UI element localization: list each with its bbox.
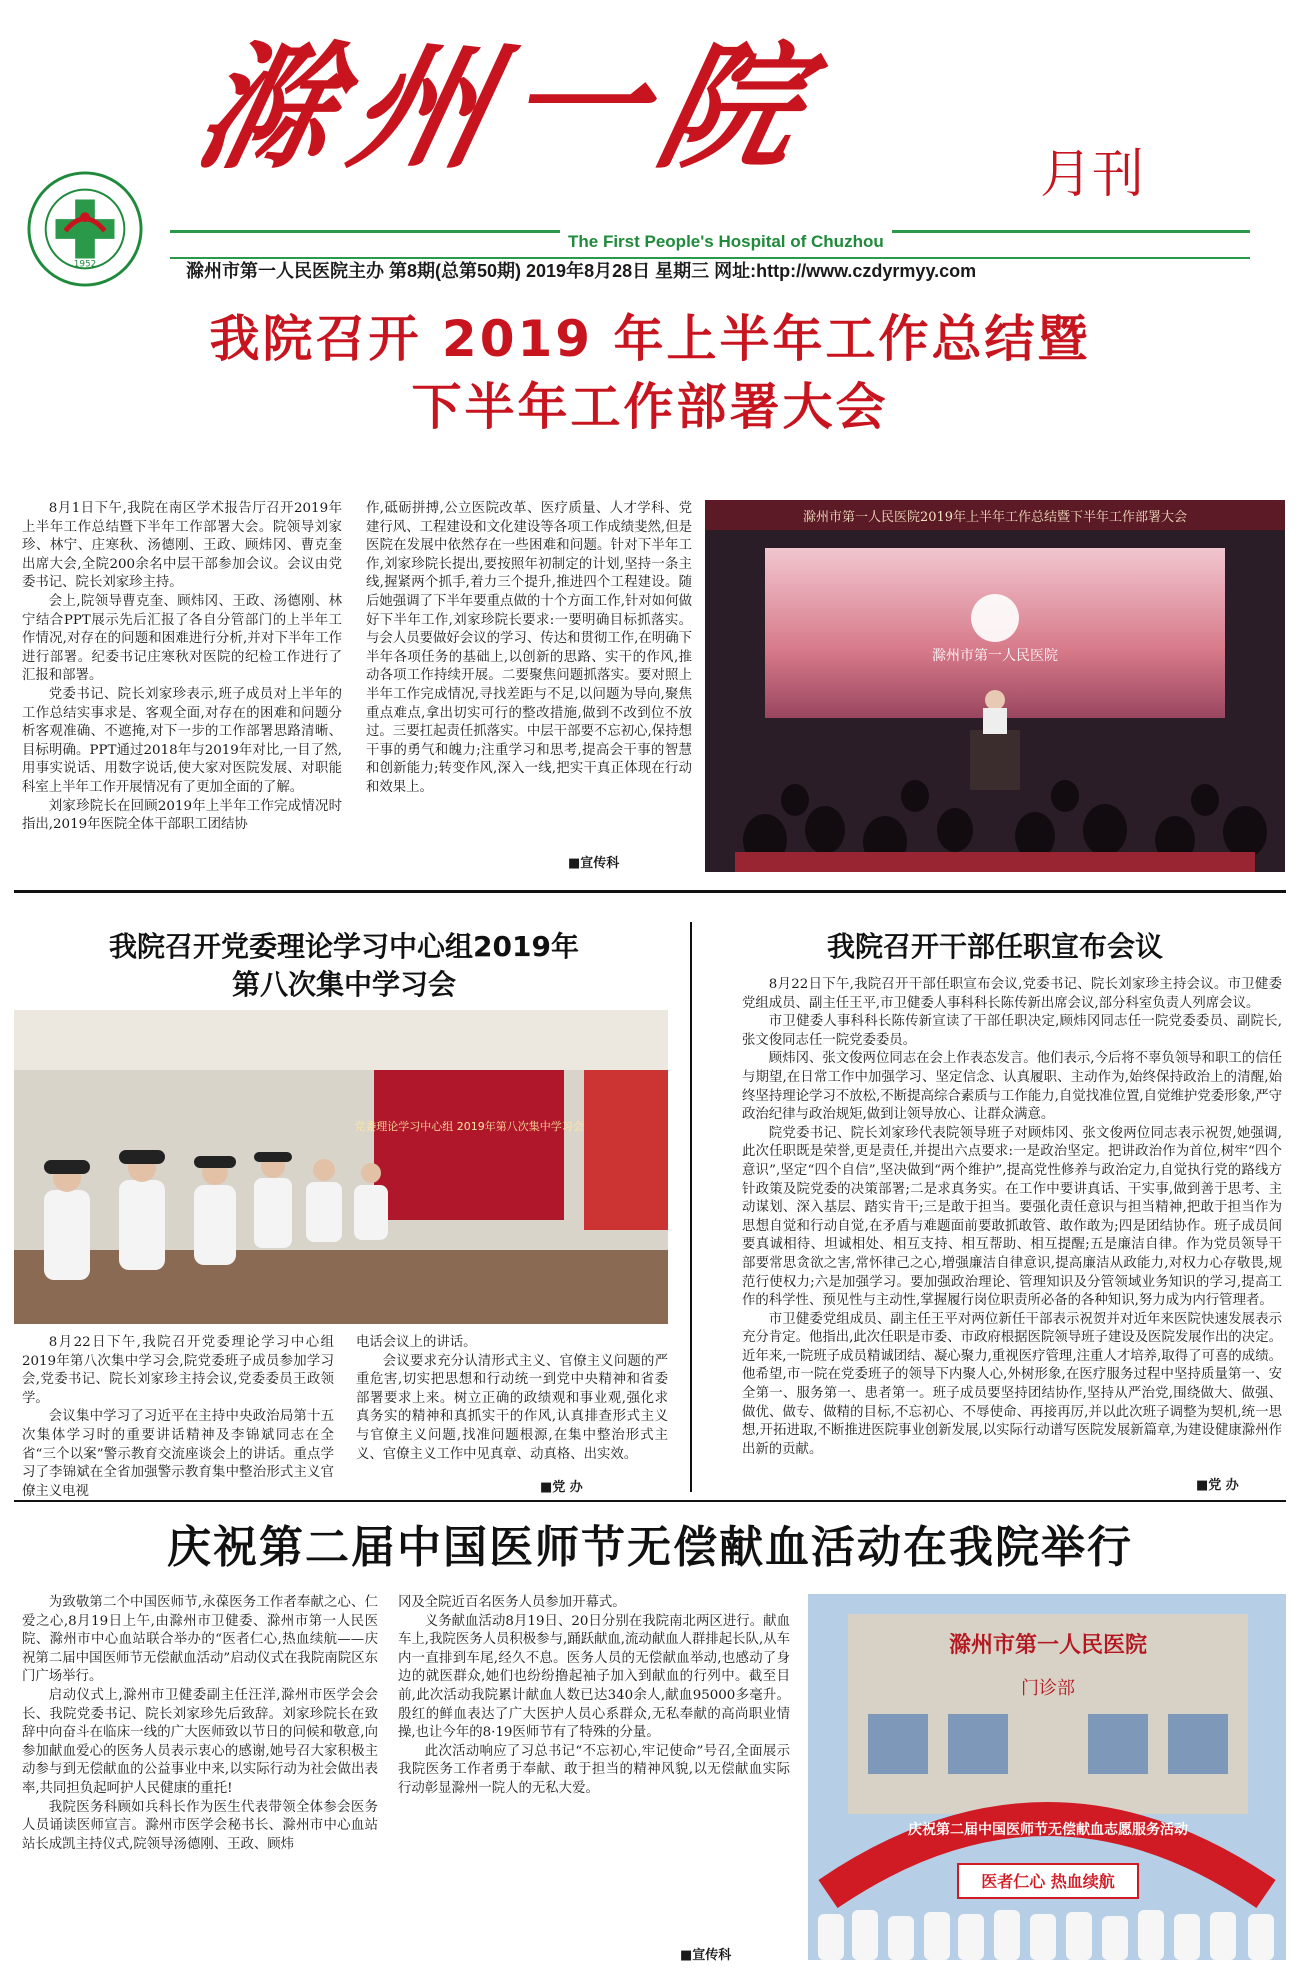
svg-text:医者仁心 热血续航: 医者仁心 热血续航 — [981, 1872, 1115, 1891]
article4-headline: 庆祝第二届中国医师节无偿献血活动在我院举行 — [167, 1522, 1133, 1573]
article3-byline: ■党 办 — [1192, 1474, 1243, 1493]
logo-year: 1952 — [73, 259, 97, 270]
article3-body: 8月22日下午,我院召开干部任职宣布会议,党委书记、院长刘家珍主持会议。市卫健委党组成员、副主任王平,市卫健委人事科科长陈传新出席会议,部分科室负责人列席会议。 市卫健委人事科科长陈传新宣读了干部任职决定,顾炜冈同志任一院党委委员、副院长,张文俊同志任一院党委委员。 顾炜冈、张文俊两位同志在会上作表态发言。他们表示,今后将不辜负领导和职工的信任与期望,在日常工作中加强学习、坚定信念、认真履职、主动作为,始终保持政治上的清醒,始终坚持理论学习不放松,不断提高综合素质与工作能力,自觉找准位置,自觉维护党委形象,严守政治纪律与政治规矩,做到让领导放心、让群众满意。 院党委书记、院长刘家珍代表院领导班子对顾炜冈、张文俊两位同志表示祝贺,她强调,此次任职既是荣誉,更是责任,并提出六点要求:一是政治坚定。把讲政治作为首位,树牢“四个意识”,坚定“四个自信”,坚决做到“两个维护”,提高党性修养与政治定力,自觉执行党的路线方针政策及院党委的决策部署;二是求真务实。在工作中要讲真话、干实事,做到善于思考、主动谋划、深入基层、踏实肯干;三是敢于担当。要强化责任意识与担当精神,把敢于担当作为思想自觉和行动自觉,在矛盾与难题面前要敢抓敢管、敢作敢为;四是团结协作。班子成员间要真诚相待、坦诚相处、相互支持、相互帮助、相互提醒;五是廉洁自律。作为党员领导干部要常思贪欲之害,常怀律己之心,增强廉洁自律意识,提高廉洁从政能力,对权力心存敬畏,规范行使权力;六是加强学习。要加强政治理论、管理知识及分管领域业务知识的学习,提高工作的科学性、预见性与主动性,掌握履行岗位职责所必备的各种知识,努力成为内行管理者。 市卫健委党组成员、副主任王平对两位新任干部表示祝贺并对近年来医院快速发展表示充分肯定。他指出,此次任职是市委、市政府根据医院领导班子建设及医院发展作出的决定。近年来,一院班子成员精诚团结、凝心聚力,重视医疗管理,注重人才培养,取得了可喜的成绩。他希望,市一院在党委班子的领导下内聚人心,外树形象,在医疗服务过程中坚持质量第一、安全第一、服务第一、患者第一。班子成员要坚持团结协作,坚持从严治党,围绕做大、做强、做优、做专、做精的目标,不忘初心、不辱使命、再接再厉,并以此次班子调整为契机,统一思想,开拓进取,不断推进医院事业创新发展,以实际行动谱写医院发展新篇章,为建设健康滁州作出新的贡献。 — [742, 977, 1282, 1457]
svg-text:滁州市第一人民医院: 滁州市第一人民医院 — [948, 1632, 1148, 1658]
hospital-logo — [26, 170, 144, 288]
article4-column-2: 冈及全院近百名医务人员参加开幕式。 义务献血活动8月19日、20日分别在我院南北两区进行。献血车上,我院医务人员积极参与,踊跃献血,流动献血人群排起长队,从车内一直排到车尾,经久不息。医务人员的无偿献血举动,也感动了身边的就医群众,她们也纷纷撸起袖子加入到献血的行列中。截至目前,此次活动我院累计献血人数已达340余人,献血95000多毫升。殷红的鲜血表达了广大医护人员心系群众,无私奉献的高尚职业情操,也让今年的8·19医师节有了特殊的分量。 此次活动响应了习总书记“不忘初心,牢记使命”号召,全面展示我院医务工作者勇于奉献、敢于担当的精神风貌,以无偿献血实际行动彰显滁州一院人的无私大爱。 — [398, 1595, 790, 1796]
article2-headline-line1: 我院召开党委理论学习中心组2019年 — [109, 930, 579, 963]
article1-column-1: 8月1日下午,我院在南区学术报告厅召开2019年上半年工作总结暨下半年工作部署大会。院领导刘家珍、林宁、庄寒秋、汤德刚、王政、顾炜冈、曹克奎出席大会,全院200余名中层干部参加会议。会议由党委书记、院长刘家珍主持。 会上,院领导曹克奎、顾炜冈、王政、汤德刚、林宁结合PPT展示先后汇报了各自分管部门的上半年工作情况,对存在的问题和困难进行分析,并对下半年工作进行部署。纪委书记庄寒秋对医院的纪检工作进行了汇报和部署。 党委书记、院长刘家珍表示,班子成员对上半年的工作总结实事求是、客观全面,对存在的困难和问题分析客观准确、不遮掩,对下一步的工作部署思路清晰、目标明确。PPT通过2018年与2019年对比,一目了然,用事实说话、用数字说话,使大家对医院发展、对职能科室上半年工作开展情况有了更加全面的了解。 刘家珍院长在回顾2019年上半年工作完成情况时指出,2019年医院全体干部职工团结协 — [22, 501, 342, 833]
article2-byline: ■党 办 — [540, 1480, 583, 1495]
article4-column-1: 为致敬第二个中国医师节,永葆医务工作者奉献之心、仁爱之心,8月19日上午,由滁州市卫健委、滁州市第一人民医院、滁州市中心血站联合举办的“医者仁心,热血续航——庆祝第二届中国医师节无偿献血活动”启动仪式在我院南院区东门广场举行。 启动仪式上,滁州市卫健委副主任汪洋,滁州市医学会会长、我院党委书记、院长刘家珍先后致辞。刘家珍院长在致辞中向奋斗在临床一线的广大医师致以节日的问候和敬意,向参加献血爱心的医务人员表示衷心的感谢,她号召大家积极主动参与到无偿献血的公益事业中来,以实际行动为社会做出表率,共同担负起呵护人民健康的重托! 我院医务科顾如兵科长作为医生代表带领全体参会医务人员诵读医师宣言。滁州市医学会秘书长、滁州市中心血站站长成凯主持仪式,院领导汤德刚、王政、顾炜 — [22, 1595, 378, 1852]
masthead-monthly: 月刊 — [1040, 145, 1145, 205]
article2-column-1: 8月22日下午,我院召开党委理论学习中心组2019年第八次集中学习会,院党委班子成员参加学习会,党委书记、院长刘家珍主持会议,党委委员王政领学。 会议集中学习了习近平在主持中央政治局第十五次集体学习时的重要讲话精神及李锦斌同志在全省“三个以案”警示教育交流座谈会上的讲话。重点学习了李锦斌在全省加强警示教育集中整治形式主义官僚主义电视 — [22, 1335, 334, 1499]
svg-text:滁州市第一人民医院: 滁州市第一人民医院 — [932, 648, 1058, 664]
article2-photo — [14, 1010, 668, 1324]
article1-headline-line2: 下半年工作部署大会 — [411, 378, 889, 436]
article1-headline-line1: 我院召开 2019 年上半年工作总结暨 — [209, 310, 1091, 368]
article4-photo — [808, 1594, 1286, 1960]
article3-headline: 我院召开干部任职宣布会议 — [826, 930, 1163, 963]
article1-byline: ■宣传科 — [568, 856, 620, 871]
masthead-english: The First People's Hospital of Chuzhou — [560, 229, 892, 255]
section-divider-2 — [14, 1500, 1286, 1502]
masthead-title: 滁州一院 — [182, 28, 834, 188]
svg-text:庆祝第二届中国医师节无偿献血志愿服务活动: 庆祝第二届中国医师节无偿献血志愿服务活动 — [908, 1822, 1188, 1838]
article1-photo — [705, 500, 1285, 872]
svg-text:门诊部: 门诊部 — [1021, 1678, 1075, 1699]
column-divider — [690, 922, 692, 1492]
article1-column-2: 作,砥砺拼搏,公立医院改革、医疗质量、人才学科、党建行风、工程建设和文化建设等各项工作成绩斐然,但是医院在发展中依然存在一些困难和问题。针对下半年工作,刘家珍院长提出,要按照年初制定的计划,坚持一条主线,握紧两个抓手,着力三个提升,推进四个工程建设。随后她强调了下半年要重点做的十个方面工作,针对如何做好下半年工作,刘家珍院长要求:一要明确目标抓落实。与会人员要做好会议的学习、传达和贯彻工作,在明确下半年各项任务的基础上,以创新的思路、实干的作风,推动各项工作持续开展。二要聚焦问题抓落实。要对照上半年工作完成情况,寻找差距与不足,以问题为导向,聚焦重点难点,拿出切实可行的整改措施,做到不改到位不放过。三要扛起责任抓落实。中层干部要不忘初心,保持想干事的勇气和魄力;注重学习和思考,提高会干事的智慧和创新能力;转变作风,深入一线,把实干真正体现在行动和效果上。 — [366, 501, 692, 795]
issue-line: 滁州市第一人民医院主办 第8期(总第50期) 2019年8月28日 星期三 网址:http://www.czdyrmyy.com — [186, 261, 977, 281]
article4-byline: ■宣传科 — [680, 1948, 732, 1963]
section-divider-1 — [14, 890, 1286, 893]
svg-text:党委理论学习中心组 2019年第八次集中学习会: 党委理论学习中心组 2019年第八次集中学习会 — [354, 1120, 584, 1133]
logo-ring-text — [20, 290, 21, 291]
article2-headline-line2: 第八次集中学习会 — [231, 968, 456, 1001]
svg-text:滁州市第一人民医院2019年上半年工作总结暨下半年工作部署大: 滁州市第一人民医院2019年上半年工作总结暨下半年工作部署大会 — [802, 510, 1188, 525]
article2-column-2: 电话会议上的讲话。 会议要求充分认清形式主义、官僚主义问题的严重危害,切实把思想和行动统一到党中央精神和省委部署要求上来。树立正确的政绩观和事业观,强化求真务实的精神和真抓实干的作风,认真排查形式主义与官僚主义问题,找准问题根源,在集中整治形式主义、官僚主义工作中见真章、动真格、出实效。 — [356, 1335, 668, 1462]
